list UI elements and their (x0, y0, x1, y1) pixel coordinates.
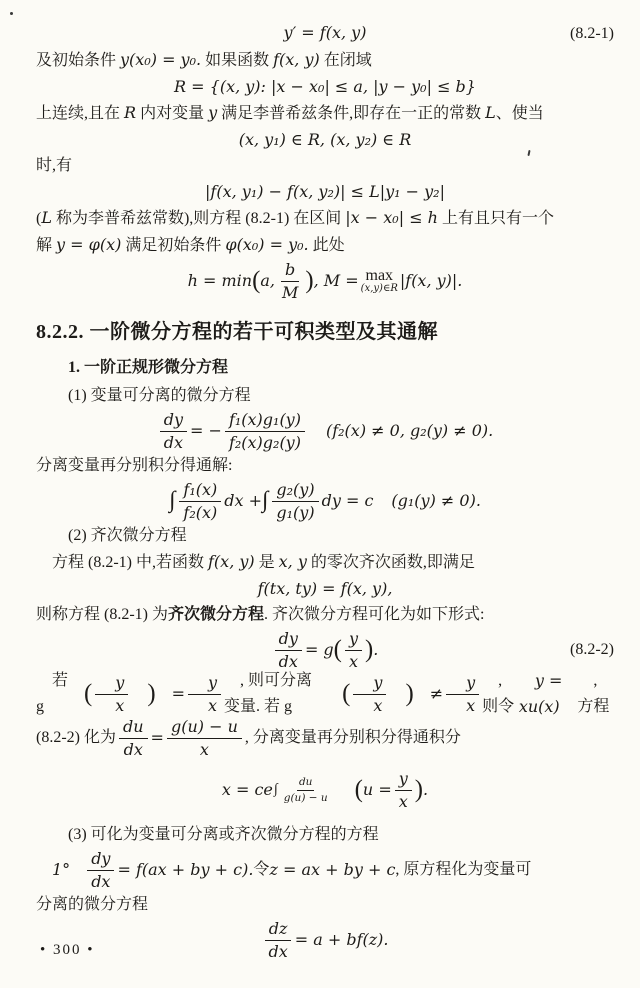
paragraph-if-g (36, 672, 614, 716)
equation-h-and-M (36, 259, 614, 303)
math-segment: = f(ax + by + c). (117, 860, 254, 879)
fraction-y-over-x (446, 673, 479, 716)
text-segment: 上有且只有一个 (437, 210, 554, 227)
paragraph-initial-condition (36, 47, 614, 74)
math-segment: z = ax + by + c (269, 860, 396, 879)
math-segment: = − (190, 421, 222, 440)
text-segment: , 分离变量再分别积分得通积分 (244, 729, 461, 746)
paragraph-case-1 (36, 848, 614, 892)
math-segment: L (485, 103, 496, 122)
text-segment: 若 g (36, 672, 69, 715)
fraction-y-over-x (188, 673, 221, 716)
text-segment: 则称方程 (8.2-1) 为 (36, 606, 168, 623)
condition: (g₁(y) ≠ 0). (391, 491, 481, 510)
denominator: f₂(x)g₂(y) (228, 433, 301, 452)
math-segment: f(x, y) (208, 552, 255, 571)
text-segment: 、使当 (495, 105, 544, 122)
denominator: dx (163, 433, 184, 452)
math-segment: x, y (278, 552, 307, 571)
text-segment: 及初始条件 (36, 52, 121, 69)
paragraph-homogeneous-definition (36, 602, 614, 628)
equation-8-2-1 (36, 20, 614, 47)
fraction-y-over-x (95, 673, 128, 716)
text-segment: 满足李普希兹条件,即存在一正的常数 (217, 105, 486, 122)
paragraph-uniqueness-line2 (36, 232, 614, 259)
numerator: g₂(y) (272, 480, 318, 502)
text-segment: 如果函数 (201, 52, 274, 69)
integral-sign: ∫ (169, 487, 176, 514)
exponent (274, 776, 333, 803)
item-3-title: (3) 可化为变量可分离或齐次微分方程的方程 (68, 826, 379, 843)
denominator: f₂(x) (183, 503, 218, 522)
condition: (f₂(x) ≠ 0, g₂(y) ≠ 0). (325, 421, 494, 440)
equation-8-2-2 (36, 628, 614, 672)
right-paren: ) (147, 679, 156, 707)
denominator: dx (91, 872, 111, 891)
denominator: dx (268, 942, 288, 961)
numerator: f₁(x) (179, 480, 221, 502)
math-segment: L (41, 208, 52, 227)
fraction-dy-dx (160, 410, 187, 453)
math-segment: a, (260, 271, 275, 290)
text-segment: 是 (254, 554, 279, 571)
item-1-title: (1) 变量可分离的微分方程 (68, 387, 251, 404)
left-paren: ( (84, 679, 93, 707)
fraction-b-over-M (278, 260, 302, 303)
math-segment: f(x, y) (273, 50, 320, 69)
math-segment: , M = (313, 271, 359, 290)
math-segment: u = (362, 780, 392, 799)
fraction-f1-over-f2 (179, 480, 221, 523)
math-segment: y (208, 103, 218, 122)
case-number: 1° (52, 860, 71, 879)
numerator: y (95, 673, 128, 695)
integral-sign: ∫ (273, 782, 278, 797)
text-segment: , 原方程化为变量可 (395, 861, 532, 878)
numerator: y (188, 673, 221, 695)
text-segment: . 齐次微分方程可化为如下形式: (264, 606, 485, 623)
numerator: g(u) − u (167, 717, 242, 739)
paragraph-then: 时,有 (36, 157, 73, 174)
numerator: dy (160, 410, 187, 432)
text-segment: 方程 (8.2-1) 中,若函数 (52, 554, 208, 571)
numerator: y (395, 769, 412, 791)
math-segment: y(x₀) = y₀. (120, 50, 202, 69)
denominator: dx (123, 740, 143, 759)
math-segment: |f(x, y)|. (399, 271, 463, 290)
denominator: g₁(y) (276, 503, 315, 522)
paragraph-transformed-equation (36, 716, 614, 760)
equation-label: (8.2-2) (570, 641, 614, 658)
right-paren: ) (414, 775, 424, 803)
subsection-1-title: 1. 一阶正规形微分方程 (68, 359, 229, 376)
equation-separable (36, 409, 614, 453)
math-segment: = a + bf(z). (294, 930, 389, 949)
denominator: M (281, 283, 299, 302)
fraction-g2-over-g1 (272, 480, 318, 523)
numerator: y (345, 629, 362, 651)
equation-lipschitz-condition: |f(x, y₁) − f(x, y₂)| ≤ L|y₁ − y₂| (205, 182, 445, 201)
formula: y′ = f(x, y) (283, 23, 367, 42)
operator-subscript: (x,y)∈R (360, 283, 398, 295)
equation-label: (8.2-1) (570, 24, 614, 42)
left-paren: ( (342, 679, 351, 707)
fraction-fg-over-fg (225, 410, 305, 453)
equation-zero-degree-homogeneous: f(tx, ty) = f(x, y), (257, 579, 393, 598)
equation-dz-dx (36, 918, 614, 962)
numerator: du (297, 776, 314, 790)
text-segment: 称为李普希兹常数),则方程 (8.2-1) 在区间 (51, 210, 346, 227)
fraction-dy-dx (87, 849, 114, 892)
right-paren: ) (364, 635, 374, 663)
denominator: x (199, 740, 209, 759)
text-segment: 令 (253, 861, 270, 878)
equation-general-solution-integrals (36, 479, 614, 523)
numerator: y (353, 673, 386, 695)
page-number: • 300 • (40, 942, 95, 958)
section-heading-8-2-2: 8.2.2. 一阶微分方程的若干可积类型及其通解 (36, 321, 438, 343)
numerator: b (281, 260, 299, 282)
math-segment: ≠ (429, 684, 444, 703)
denominator: x (115, 696, 125, 715)
numerator: y (446, 673, 479, 695)
text-segment: , 方程 (577, 672, 610, 715)
numerator: dy (275, 629, 302, 651)
right-paren: ) (405, 679, 414, 707)
math-segment: = g (304, 640, 334, 659)
left-paren: ( (333, 635, 342, 663)
math-segment: y = xu(x) (518, 671, 563, 716)
fraction-y-over-x (395, 769, 412, 812)
paragraph-case-1-continued: 分离的微分方程 (36, 896, 149, 913)
paragraph-uniqueness-line1 (36, 205, 614, 232)
equation-closed-domain: R = {(x, y): |x − x₀| ≤ a, |y − y₀| ≤ b} (174, 77, 476, 96)
numerator: dy (87, 849, 114, 871)
math-segment: φ(x₀) = y₀. (225, 235, 309, 254)
item-2-title: (2) 齐次微分方程 (68, 527, 187, 544)
fraction-dz-dx (264, 919, 291, 962)
right-paren: ) (305, 266, 314, 294)
numerator: du (119, 717, 148, 739)
text-segment: 此处 (308, 237, 345, 254)
fraction-dy-dx (275, 629, 302, 672)
fraction-gu-minus-u-over-x (167, 717, 242, 760)
denominator: dx (278, 652, 298, 671)
operator: max (365, 266, 394, 284)
integral-sign: ∫ (262, 487, 269, 514)
text-segment: (8.2-2) 化为 (36, 729, 116, 746)
math-segment: R (124, 103, 137, 122)
text-segment: , 则可分离变量. 若 g (224, 672, 313, 715)
math-segment: y = φ(x) (56, 235, 122, 254)
denominator: x (348, 652, 358, 671)
math-segment: . (373, 640, 379, 659)
math-segment: = (171, 684, 185, 703)
math-segment: x = ce (221, 780, 273, 799)
fraction-y-over-x (353, 673, 386, 716)
fraction-du-dx (119, 717, 148, 760)
numerator: dz (265, 919, 292, 941)
math-segment: . (423, 780, 429, 799)
math-segment: |x − x₀| ≤ h (345, 208, 438, 227)
math-segment: h = min (187, 271, 253, 290)
paragraph-homogeneous-intro (36, 549, 614, 576)
fraction-y-over-x (345, 629, 362, 672)
text-segment: 在闭域 (319, 52, 372, 69)
paragraph-separate-integrate: 分离变量再分别积分得通解: (36, 457, 233, 474)
text-segment: 满足初始条件 (121, 237, 226, 254)
math-segment: = (150, 728, 164, 747)
text-segment: , 则令 (482, 672, 515, 715)
denominator: x (398, 792, 408, 811)
text-segment: 的零次齐次函数,即满足 (306, 554, 475, 571)
fraction-du-over-gu-minus-u (282, 776, 330, 803)
text-segment: 上连续,且在 (36, 105, 125, 122)
denominator: x (466, 696, 476, 715)
text-segment: 解 (36, 237, 57, 254)
equation-exponential-solution (36, 764, 614, 816)
denominator: g(u) − u (283, 791, 328, 804)
numerator: f₁(x)g₁(y) (225, 410, 305, 432)
max-operator (361, 268, 398, 295)
math-segment: dy = c (321, 491, 374, 510)
term-homogeneous-equation: 齐次微分方程 (168, 606, 265, 623)
left-paren: ( (354, 775, 363, 803)
denominator: x (373, 696, 383, 715)
denominator: x (208, 696, 218, 715)
left-paren: ( (252, 266, 261, 294)
equation-points-in-R: (x, y₁) ∈ R, (x, y₂) ∈ R (238, 130, 412, 149)
paragraph-lipschitz (36, 100, 614, 127)
text-segment: ( (36, 210, 42, 227)
scan-speck (10, 12, 13, 15)
text-segment: 内对变量 (136, 105, 209, 122)
math-segment: dx + (224, 491, 263, 510)
